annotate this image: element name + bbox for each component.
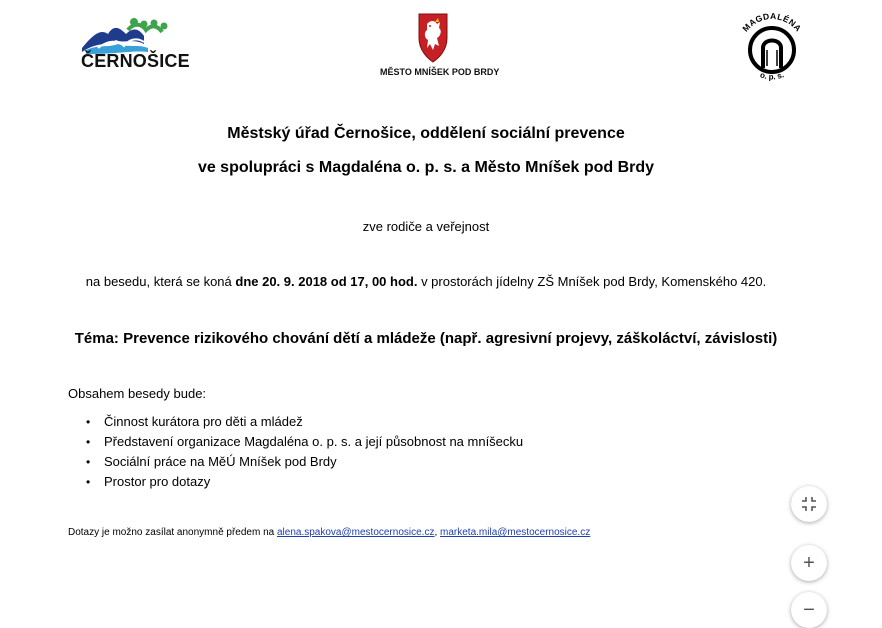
magdalena-logo-bottom-text: o. p. s. <box>758 70 786 82</box>
heading-line-1: Městský úřad Černošice, oddělení sociální prevence <box>227 125 625 142</box>
list-item <box>86 472 523 492</box>
list-item <box>86 432 523 452</box>
contact-separator: , <box>434 527 441 538</box>
fit-page-icon <box>801 496 817 512</box>
fit-page-button[interactable] <box>791 486 827 522</box>
magdalena-logo <box>733 10 811 90</box>
list-item <box>86 452 523 472</box>
bullet-icon: • <box>86 415 91 429</box>
minus-icon: − <box>803 598 815 621</box>
bullet-icon: • <box>86 435 91 449</box>
bullet-icon: • <box>86 455 91 469</box>
topic-heading: Téma: Prevence rizikového chování dětí a mládeže (např. agresivní projevy, záškoláctví, závislosti) <box>74 330 778 347</box>
agenda-list <box>86 412 523 492</box>
magdalena-logo-top-text: MAGDALÉNA <box>740 10 804 34</box>
mnisek-logo-text: MĚSTO MNÍŠEK POD BRDY <box>380 67 500 77</box>
event-location: v prostorách jídelny ZŠ Mníšek pod Brdy, Komenského 420. <box>417 274 767 289</box>
agenda-item-text: Prostor pro dotazy <box>104 474 211 489</box>
agenda-item-text: Sociální práce na MěÚ Mníšek pod Brdy <box>104 454 337 469</box>
zoom-out-button[interactable] <box>791 592 827 628</box>
invitation-text: zve rodiče a veřejnost <box>362 219 490 234</box>
event-prefix: na besedu, která se koná <box>85 274 236 289</box>
event-date-time: dne 20. 9. 2018 od 17, 00 hod. <box>235 274 418 289</box>
email-link-spakova[interactable]: alena.spakova@mestocernosice.cz <box>277 527 435 538</box>
list-item <box>86 412 523 432</box>
bullet-icon: • <box>86 475 91 489</box>
heading-line-2: ve spolupráci s Magdaléna o. p. s. a Město Mníšek pod Brdy <box>197 159 655 176</box>
agenda-item-text: Činnost kurátora pro děti a mládež <box>104 414 303 429</box>
cernosice-logo-text: ČERNOŠICE <box>81 51 190 71</box>
email-link-mila[interactable]: marketa.mila@mestocernosice.cz <box>440 527 591 538</box>
contact-line <box>68 527 590 538</box>
agenda-item-text: Představení organizace Magdaléna o. p. s. a její působnost na mníšecku <box>104 434 524 449</box>
agenda-label: Obsahem besedy bude: <box>68 386 207 401</box>
event-details <box>0 274 852 289</box>
viewer-gutter <box>852 0 882 613</box>
contact-prefix: Dotazy je možno zasílat anonymně předem na <box>68 527 277 538</box>
zoom-in-button[interactable] <box>791 545 827 581</box>
plus-icon: + <box>803 551 815 574</box>
